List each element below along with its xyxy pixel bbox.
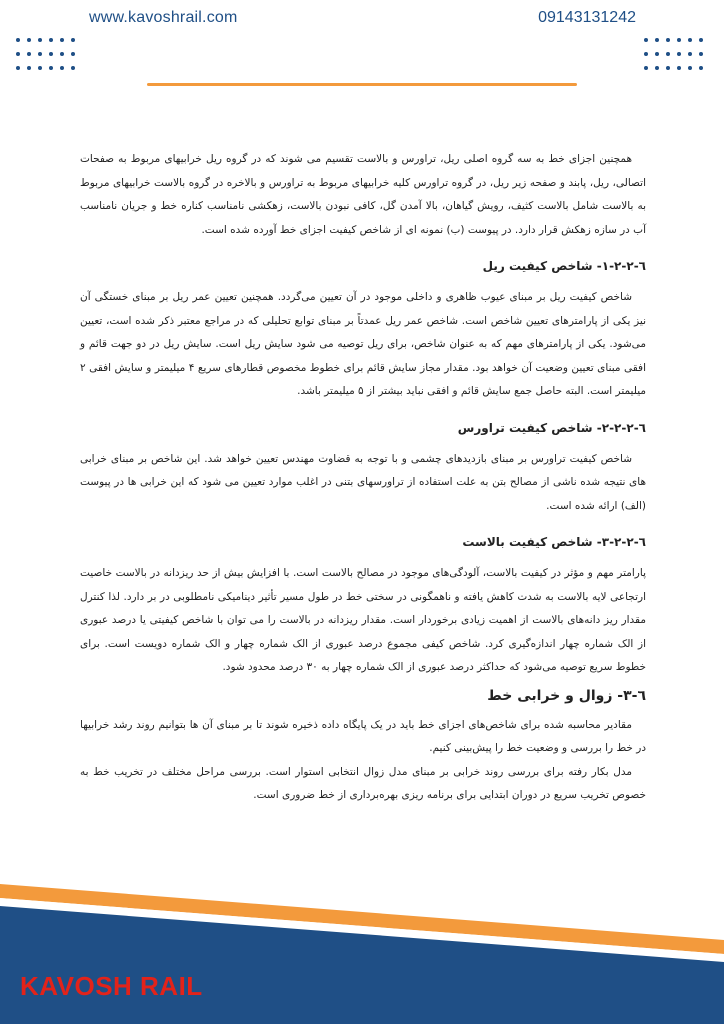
dot [38,38,42,42]
dot [60,38,64,42]
dot [27,38,31,42]
dot [688,52,692,56]
dot [677,38,681,42]
deterioration-paragraph-1: مقادیر محاسبه شده برای شاخص‌های اجزای خط باید در یک پایگاه داده ذخیره شوند تا بر مبنای آن ها بتوانیم روند رشد خرابیها در خط را بررسی و وضعیت خط را پیش‌بینی کنیم. [80,718,646,754]
dot [699,38,703,42]
section-text-ballast: پارامتر مهم و مؤثر در کیفیت بالاست، آلودگی‌های موجود در مصالح بالاست است. با افزایش بیش از حد ریزدانه در بالاست خاصیت ارتجاعی لایه بالاست به شدت کاهش یافته و ناهمگونی در سختی خط در طول مسیر تأثیر دینامیکی نامطلوبی در بر دارد. لذا کنترل مقدار ریز دانه‌های بالاست از اهمیت زیادی برخوردار است. مقدار ریزدانه در بالاست را می توان با شاخص کیفیتی یا درصد عبوری از الک شماره چهار اندازه‌گیری کرد. شاخص کیفی مجموع درصد عبوری از الک شماره چهار و الک شماره دویست است. برای خطوط سریع توصیه می‌شود که حداکثر درصد عبوری از الک شماره چهار به ۳۰ درصد محدود شود. [80,567,646,673]
dot [655,52,659,56]
brand-logo-text: KAVOSH RAIL [20,971,203,1001]
dot [666,66,670,70]
document-body [80,148,646,808]
dot [16,38,20,42]
dot [666,38,670,42]
footer-banner [0,884,724,1024]
phone-number[interactable]: 09143131242 [538,9,636,26]
dot [49,52,53,56]
dot [71,52,75,56]
dot [38,52,42,56]
dot [644,66,648,70]
dot [677,66,681,70]
dot [655,38,659,42]
header-divider [147,83,577,86]
deterioration-paragraph-2: مدل بکار رفته برای بررسی روند خرابی بر مبنای مدل زوال انتخابی استوار است. بررسی مراحل مختلف در تخریب خط به خصوص تخریب سریع در دوران ابتدایی برای برنامه ریزی بهره‌برداری از خط ضروری است. [80,765,646,801]
section-heading-sleeper: ٦-٢-٢-٢- شاخص کیفیت تراورس [457,420,646,435]
dot [644,38,648,42]
dot [688,38,692,42]
dot [27,52,31,56]
website-url[interactable]: www.kavoshrail.com [89,9,238,26]
dot [71,66,75,70]
dot [699,52,703,56]
dot [655,66,659,70]
section-text-rail: شاخص کیفیت ریل بر مبنای عیوب ظاهری و داخلی موجود در آن تعیین می‌گردد. همچنین تعیین عمر ریل بر مبنای خستگی آن نیز یکی از پارامترهای تعیین شاخص است. شاخص عمر ریل عمدتاً بر مبنای توابع تحلیلی که در مراجع معتبر ذکر شده است، تعیین می‌شود. یکی از پارامترهای مهم که به عنوان شاخص، برای ریل توصیه می شود سایش ریل است. سایش ریل در دو جهت قائم و افقی مبنای تعیین وضعیت آن خواهد بود. مقدار مجاز سایش قائم برای خطوط مخصوص قطارهای سریع ۴ میلیمتر و سایش افقی ۲ میلیمتر است. البته حاصل جمع سایش قائم و افقی نباید بیشتر از ۵ میلیمتر باشد. [80,291,646,397]
dot [71,38,75,42]
dot [49,66,53,70]
decorative-dots-right-icon [644,38,708,76]
dot [644,52,648,56]
intro-paragraph: همچنین اجزای خط به سه گروه اصلی ریل، تراورس و بالاست تقسیم می شوند که در گروه ریل خرابیهای مربوط به صفحات اتصالی، ریل، پابند و صفحه زیر ریل، در گروه تراورس کلیه خرابیهای مربوط به تراورس و بالاخره در گروه بالاست خرابیهای مربوط به بالاست شامل بالاست کثیف، رویش گیاهان، بالا آمدن گل، کافی نبودن بالاست، زهکشی نامناسب کناره خط و جریان نامناسب آب در سازه زهکش قرار دارد. در پیوست (ب) نمونه ای از شاخص کیفیت اجزای خط آورده شده است. [80,153,646,236]
dot [60,52,64,56]
dot [677,52,681,56]
footer-wave-graphic [0,884,724,1024]
dot [16,52,20,56]
dot [38,66,42,70]
decorative-dots-left-icon [16,38,80,76]
section-heading-ballast: ٦-٢-٢-٣- شاخص کیفیت بالاست [462,535,646,549]
section-heading-deterioration: ٦-٣- زوال و خرابی خط [487,687,646,704]
section-text-sleeper: شاخص کیفیت تراورس بر مبنای بازدیدهای چشمی و با توجه به قضاوت مهندس تعیین خواهد شد. این شاخص بر مبنای خرابی های نتیجه شده ناشی از مصالح بتن به علت استفاده از تراورسهای بتنی در اغلب موارد تعیین می شود که این خرابی ها در پیوست (الف) ارائه شده است. [80,452,646,512]
dot [699,66,703,70]
dot [666,52,670,56]
dot [688,66,692,70]
dot [49,38,53,42]
dot [60,66,64,70]
section-heading-rail: ٦-٢-٢-١- شاخص کیفیت ریل [482,259,646,273]
dot [16,66,20,70]
dot [27,66,31,70]
